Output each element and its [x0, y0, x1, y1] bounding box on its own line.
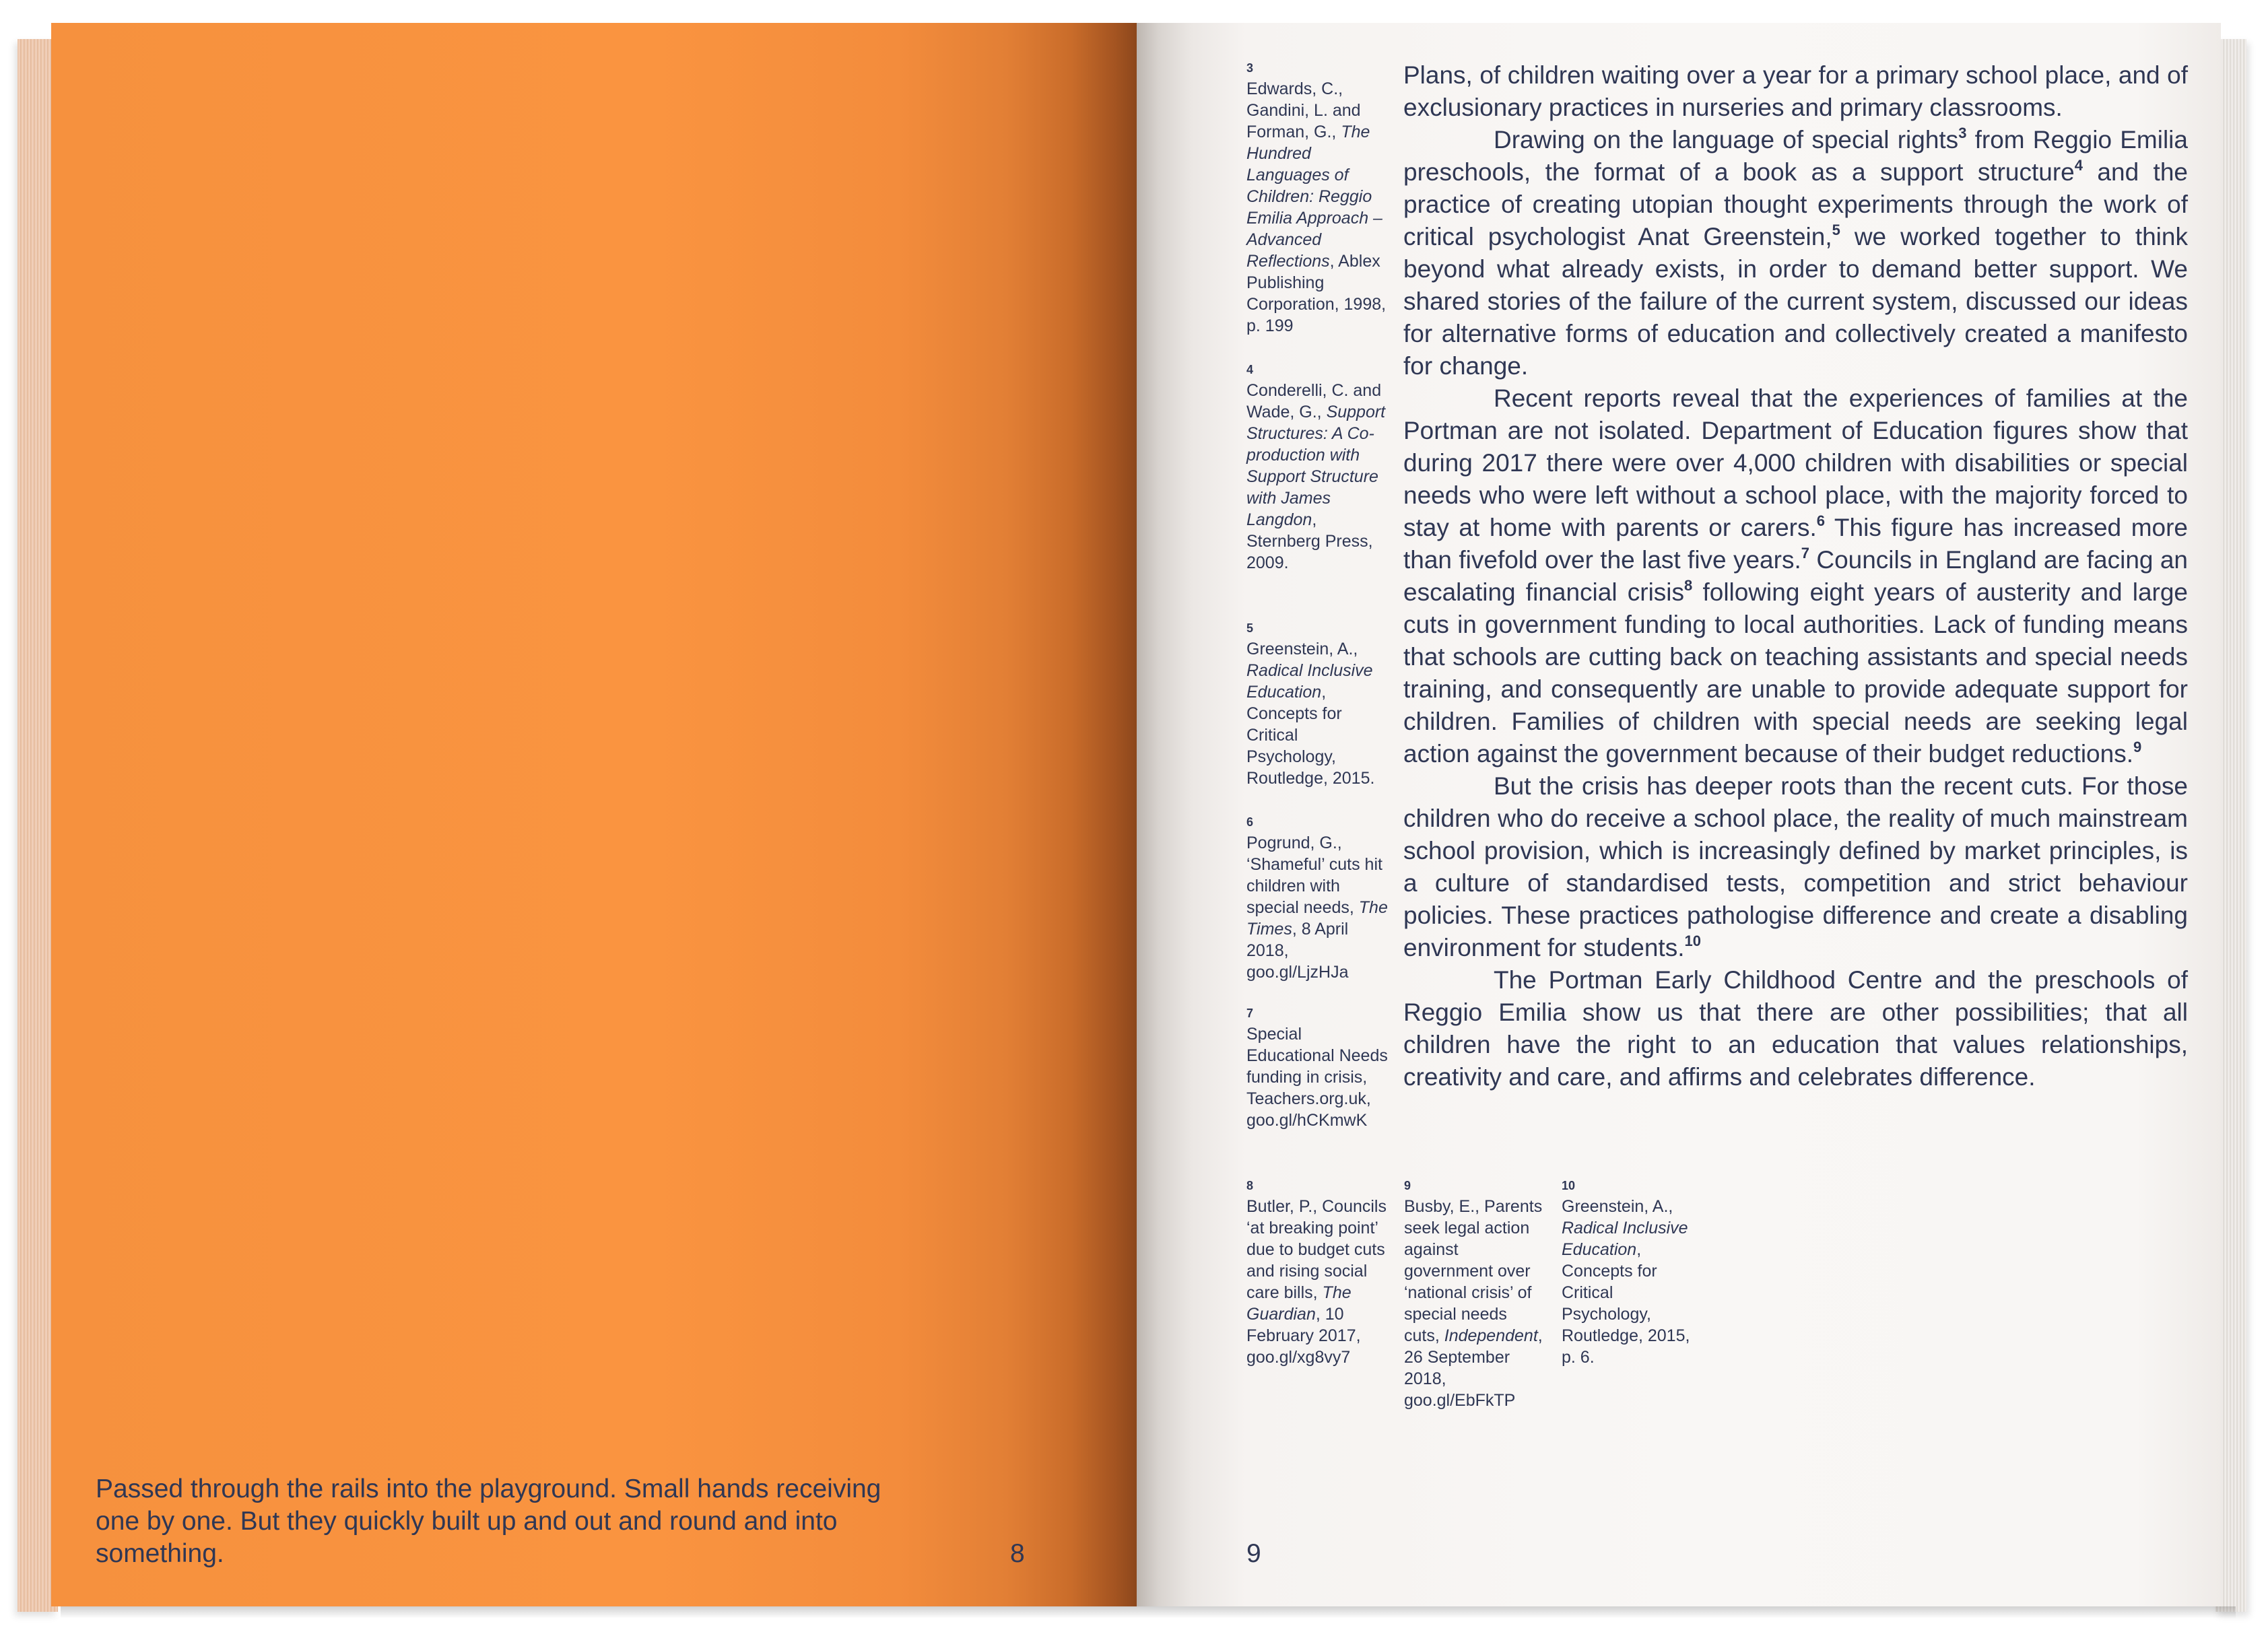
footnote-8	[1246, 1176, 1388, 1368]
footnote-text	[1562, 1196, 1703, 1368]
body-text-segment: The Portman Early Childhood Centre and the preschools of Reggio Emilia show us that there are other possibilities; that all children have the right to an education that values relationships, creativity and care, and affirms and celebrates difference.	[1403, 966, 2188, 1091]
footnote-number: 6	[1246, 815, 1254, 829]
footnote-9	[1404, 1176, 1545, 1411]
footnote-segment: , 8 April 2018, goo.gl/LjzHJa	[1246, 920, 1349, 982]
body-paragraph	[1403, 382, 2188, 770]
footnote-number: 4	[1246, 363, 1254, 376]
footnote-title: Radical Inclusive Education	[1562, 1219, 1688, 1259]
body-paragraph	[1403, 770, 2188, 964]
footnote-segment: Special Educational Needs funding in crisis, Teachers.org.uk, goo.gl/hCKmwK	[1246, 1025, 1388, 1130]
footnote-number: 5	[1246, 621, 1254, 635]
footnote-segment: , Ablex Publishing Corporation, 1998, p. 199	[1246, 252, 1387, 335]
page-number-left: 8	[1010, 1539, 1025, 1568]
footnote-number: 10	[1562, 1179, 1576, 1192]
footnote-reference: 4	[2074, 157, 2083, 174]
body-text	[1403, 59, 2188, 1093]
footnote-text	[1246, 832, 1388, 983]
page-number-right: 9	[1246, 1539, 1261, 1568]
footnote-segment: , Concepts for Critical Psychology, Routledge, 2015, p. 6.	[1562, 1240, 1690, 1367]
footnote-segment: , Concepts for Critical Psychology, Routledge, 2015.	[1246, 683, 1375, 788]
body-text-segment: from Reggio Emilia preschools, the format of a book as a support structure	[1403, 126, 2188, 186]
body-text-segment: Recent reports reveal that the experiences of families at the Portman are not isolated. Department of Education figures show that during 2017 there were over 4,000 children with disabilities or special needs who were left without a school place, with the majority forced to stay at home with parents or carers.	[1403, 384, 2188, 541]
footnote-number: 3	[1246, 61, 1254, 75]
footnote-reference: 5	[1832, 222, 1840, 238]
footnote-segment: Butler, P., Councils ‘at breaking point’ due to budget cuts and rising social care bills,	[1246, 1197, 1387, 1302]
footnote-reference: 7	[1801, 545, 1809, 562]
footnote-title: The Hundred Languages of Children: Reggio Emilia Approach – Advanced Reflections	[1246, 123, 1382, 271]
footnote-10	[1562, 1176, 1703, 1368]
body-text-segment: we worked together to think beyond what already exists, in order to demand better support. We shared stories of the failure of the current system, discussed our ideas for alternative forms of education and collectively created a manifesto for change.	[1403, 223, 2188, 380]
footnote-number: 8	[1246, 1179, 1254, 1192]
body-text-segment: Plans, of children waiting over a year for a primary school place, and of exclusionary practices in nurseries and primary classrooms.	[1403, 61, 2188, 121]
footnote-segment: , 10 February 2017, goo.gl/xg8vy7	[1246, 1305, 1361, 1367]
footnote-text	[1246, 78, 1388, 337]
footnote-text	[1246, 1196, 1388, 1368]
footnote-6	[1246, 812, 1388, 983]
footnote-segment: , 26 September 2018, goo.gl/EbFkTP	[1404, 1326, 1543, 1410]
footnote-text	[1246, 380, 1388, 574]
footnote-reference: 3	[1958, 125, 1967, 141]
left-page-orange	[51, 23, 1137, 1606]
footnote-segment: Pogrund, G., ‘Shameful’ cuts hit children with special needs,	[1246, 834, 1382, 917]
footnote-title: Radical Inclusive Education	[1246, 661, 1373, 702]
body-text-segment: But the crisis has deeper roots than the recent cuts. For those children who do receive a school place, the reality of much mainstream school provision, which is increasingly defined by market principles, is a culture of standardised tests, competition and strict behaviour policies. These practices pathologise difference and create a disabling environment for students.	[1403, 772, 2188, 961]
footnote-reference: 9	[2133, 739, 2142, 755]
footnote-5	[1246, 618, 1388, 789]
footnote-text	[1404, 1196, 1545, 1411]
footnote-title: Support Structures: A Co-production with Support Structure with James Langdon	[1246, 403, 1386, 529]
footnote-7	[1246, 1003, 1388, 1131]
footnote-segment: , Sternberg Press, 2009.	[1246, 510, 1373, 572]
footnote-segment: Conderelli, C. and Wade, G.,	[1246, 381, 1382, 421]
body-paragraph	[1403, 124, 2188, 382]
body-text-segment: Drawing on the language of special rights	[1494, 126, 1959, 154]
footnote-segment: Greenstein, A.,	[1562, 1197, 1673, 1216]
body-text-segment: and the practice of creating utopian thought experiments through the work of critical psychologist Anat Greenstein,	[1403, 158, 2188, 250]
footnote-segment: Edwards, C., Gandini, L. and Forman, G.,	[1246, 79, 1361, 141]
footnote-reference: 6	[1816, 512, 1826, 529]
book-shadow	[61, 1606, 2236, 1619]
body-paragraph	[1403, 59, 2188, 124]
body-paragraph	[1403, 964, 2188, 1093]
left-page-caption: Passed through the rails into the playground. Small hands receiving one by one. But they quickly built up and out and round and into something.	[96, 1474, 881, 1568]
footnote-segment: Busby, E., Parents seek legal action against government over ‘national crisis’ of special needs cuts,	[1404, 1197, 1543, 1345]
body-text-segment: following eight years of austerity and large cuts in government funding to local authorities. Lack of funding means that schools are cutting back on teaching assistants and special needs training, and consequently are unable to provide adequate support for children. Families of children with special needs are seeking legal action against the government because of their budget reductions.	[1403, 578, 2188, 768]
body-text-segment: Councils in England are facing an escalating financial crisis	[1403, 546, 2188, 606]
footnote-3	[1246, 58, 1388, 337]
footnote-text	[1246, 1023, 1388, 1131]
footnote-number: 7	[1246, 1007, 1254, 1020]
footnote-4	[1246, 360, 1388, 574]
footnote-text	[1246, 638, 1388, 789]
footnote-segment: Greenstein, A.,	[1246, 640, 1358, 658]
body-text-segment: This figure has increased more than fivefold over the last five years.	[1403, 514, 2188, 574]
footnote-title: The Guardian	[1246, 1283, 1352, 1324]
footnote-reference: 8	[1684, 577, 1693, 594]
footnote-reference: 10	[1684, 932, 1701, 949]
footnote-title: Independent	[1444, 1326, 1538, 1345]
footnote-number: 9	[1404, 1179, 1411, 1192]
footnote-title: The Times	[1246, 898, 1388, 939]
